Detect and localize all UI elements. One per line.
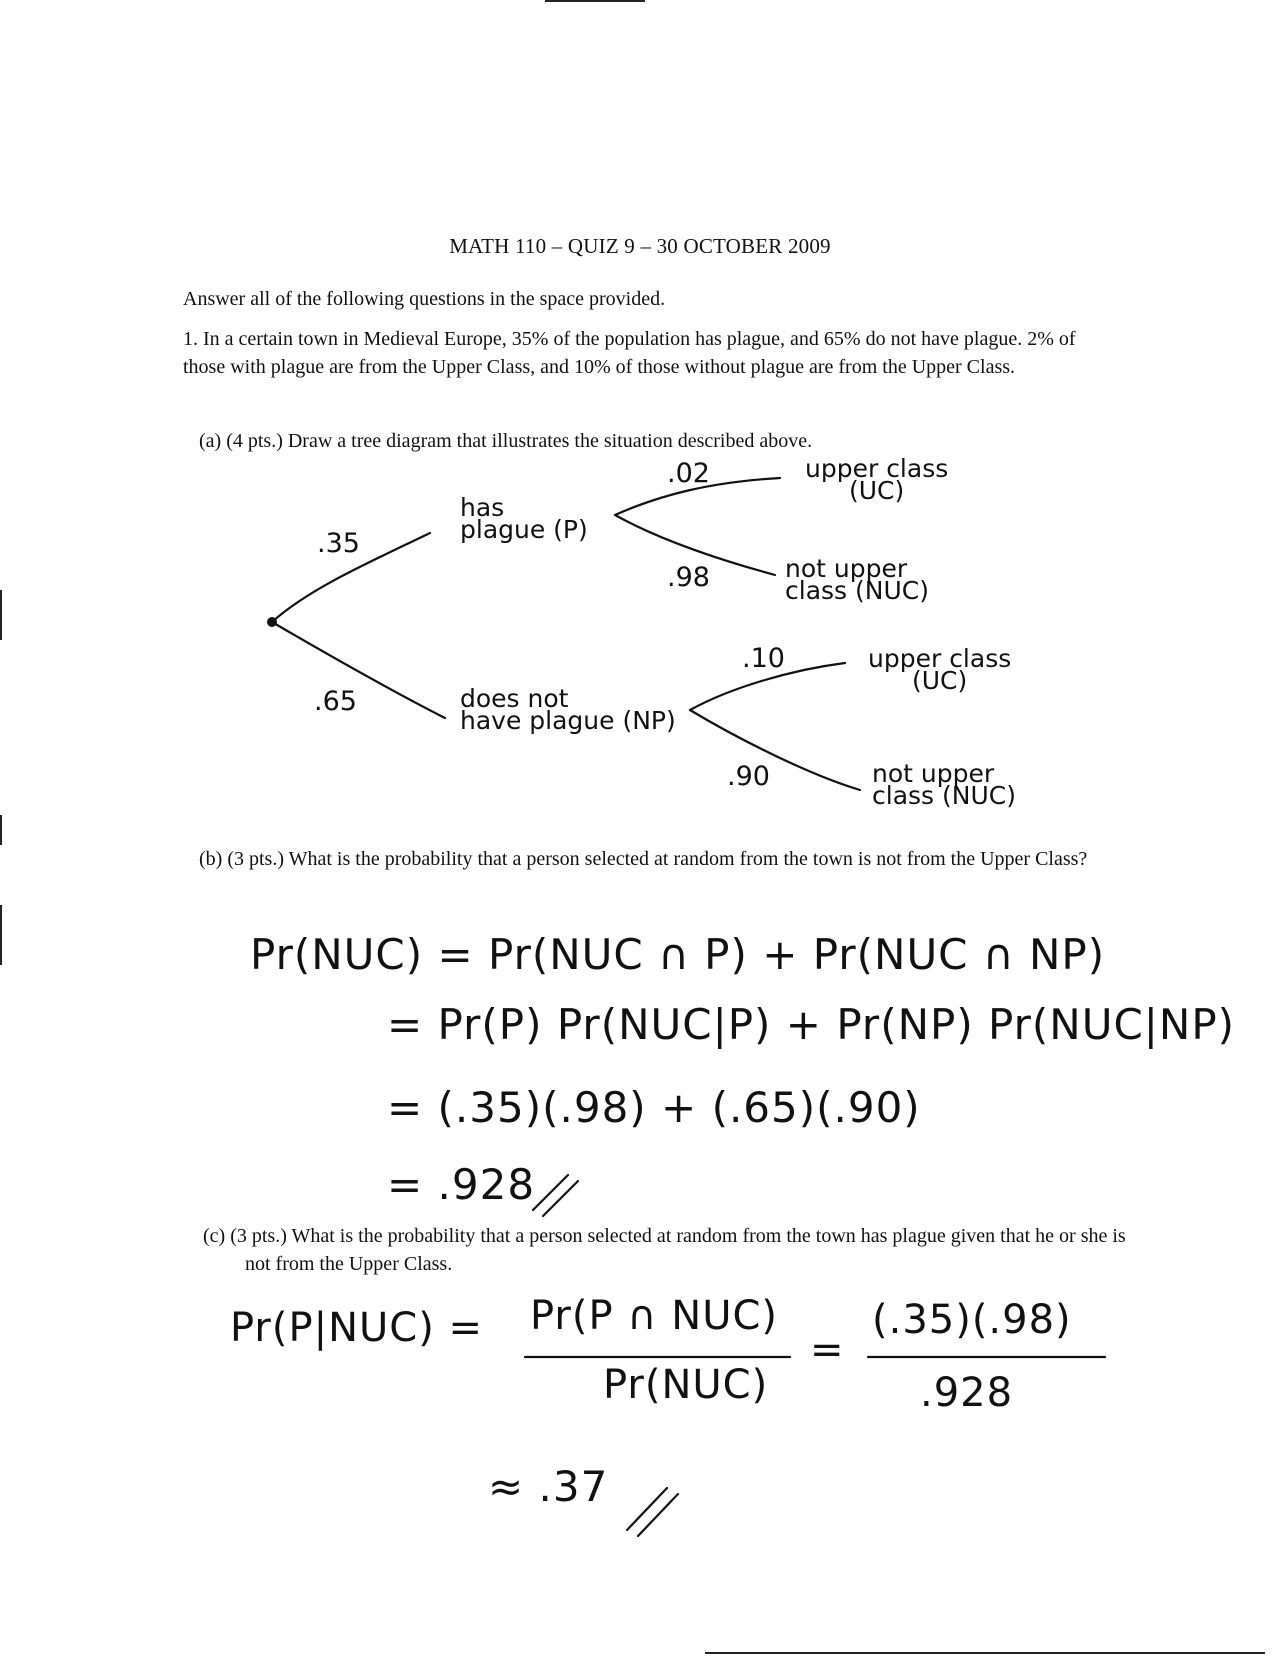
node-no-plague: does not have plague (NP)	[460, 684, 676, 735]
answer-b-line-2: = Pr(P) Pr(NUC|P) + Pr(NP) Pr(NUC|NP)	[387, 1000, 1236, 1049]
slash-c-1	[627, 1488, 667, 1530]
branch-np-nuc	[690, 710, 860, 790]
prob-p-upper: .02	[667, 458, 710, 489]
node-plague: has plague (P)	[460, 493, 588, 544]
answer-c-final: ≈ .37	[488, 1462, 609, 1511]
prob-plague: .35	[317, 528, 360, 559]
answer-b-line-4: = .928	[387, 1160, 536, 1209]
slash-b-1	[533, 1175, 568, 1210]
answer-b-line-1: Pr(NUC) = Pr(NUC ∩ P) + Pr(NUC ∩ NP)	[250, 930, 1106, 979]
tree-root-dot	[267, 617, 277, 627]
answer-c-numerator-1: Pr(P ∩ NUC)	[530, 1293, 779, 1339]
leaf-np-upper-class: upper class (UC)	[868, 644, 1012, 695]
prob-np-not-upper: .90	[727, 761, 770, 792]
instructions: Answer all of the following questions in the space provided.	[183, 288, 666, 310]
prob-no-plague: .65	[314, 686, 357, 717]
answer-c-equals: =	[810, 1327, 845, 1373]
problem-statement: 1. In a certain town in Medieval Europe, 35% of the population has plague, and 65% do not have plague. 2% of those with plague are from the Upper Class, and 10% of those without plague are from the Upper Class.	[183, 328, 1076, 378]
prob-p-not-upper: .98	[667, 562, 710, 593]
answer-c-denominator-2: .928	[920, 1370, 1014, 1416]
leaf-p-upper-class: upper class (UC)	[805, 454, 949, 505]
quiz-title: MATH 110 – QUIZ 9 – 30 OCTOBER 2009	[449, 234, 831, 258]
question-a: (a) (4 pts.) Draw a tree diagram that illustrates the situation described above.	[199, 430, 813, 452]
branch-root-np	[272, 622, 445, 718]
answer-c-denominator-1: Pr(NUC)	[603, 1362, 769, 1408]
slash-b-2	[543, 1181, 578, 1216]
question-c: (c) (3 pts.) What is the probability that a person selected at random from the town has plague given that he or she is not from the Upper Class.	[203, 1225, 1126, 1275]
leaf-np-not-upper-class: not upper class (NUC)	[872, 759, 1016, 810]
question-b: (b) (3 pts.) What is the probability that a person selected at random from the town is not from the Upper Class?	[199, 848, 1088, 870]
leaf-p-not-upper-class: not upper class (NUC)	[785, 554, 929, 605]
prob-np-upper: .10	[742, 643, 785, 674]
answer-c-numerator-2: (.35)(.98)	[872, 1297, 1072, 1343]
answer-b-line-3: = (.35)(.98) + (.65)(.90)	[387, 1083, 921, 1132]
answer-c-lhs: Pr(P|NUC) =	[230, 1305, 484, 1351]
slash-c-2	[638, 1494, 678, 1536]
